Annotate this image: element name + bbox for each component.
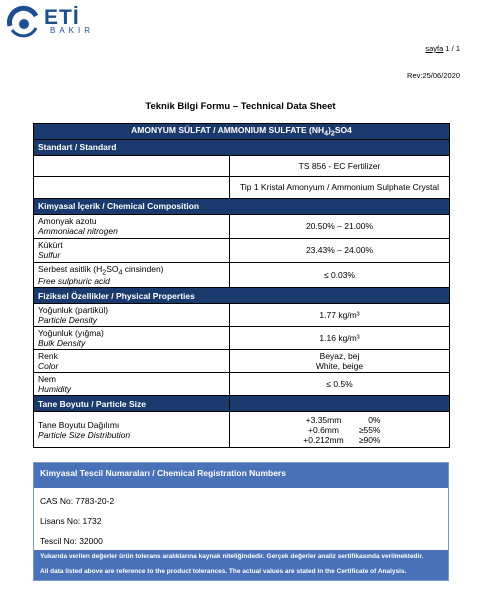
document-title: Teknik Bilgi Formu – Technical Data Sheet (145, 101, 336, 112)
standard-value: Tip 1 Kristal Amonyum / Ammonium Sulphate Crystal (230, 176, 450, 198)
registration-header: Kimyasal Tescil Numaraları / Chemical Registration Numbers (34, 463, 448, 488)
logo-emblem-icon (6, 4, 42, 38)
standard-value: TS 856 - EC Fertilizer (230, 155, 450, 176)
disclaimer-en: All data listed above are reference to the product tolerances. The actual values are stated in the Certificate of Analysis. (40, 567, 407, 575)
registration-list (34, 488, 448, 550)
table-row: Renk Color Beyaz, bej White, beige (34, 350, 450, 373)
disclaimer-note (34, 550, 448, 580)
particle-size-list: +3.35mm 0% +0.6mm ≥55% +0.212mm ≥90% (303, 414, 381, 445)
table-row: Kükürt Sulfur 23.43% – 24.00% (34, 238, 450, 262)
section-header-chemical: Kimyasal İçerik / Chemical Composition (34, 198, 450, 214)
table-row: Yoğunluk (yığma) Bulk Density 1.16 kg/m³ (34, 327, 450, 350)
table-row: Amonyak azotu Ammoniacal nitrogen 20.50% – 21.00% (34, 214, 450, 238)
technical-data-table (33, 123, 450, 448)
section-header-physical: Fiziksel Özellikler / Physical Properties (34, 288, 450, 304)
product-title-row (34, 124, 450, 140)
page-number (425, 44, 460, 53)
table-row (34, 155, 450, 176)
table-row: Nem Humidity ≤ 0.5% (34, 373, 450, 396)
table-row: Tane Boyutu Dağılımı Particle Size Distribution +3.35mm 0% +0.6mm ≥55% +0.212mm ≥90% (34, 412, 450, 448)
logo-subtext: BAKIR (50, 26, 95, 35)
table-row: Serbest asitlik ($H_2SO_4$ cinsinden) Free sulphuric acid ≤ 0.03% (34, 262, 450, 288)
company-logo (6, 4, 106, 38)
cas-number: CAS No: 7783-20-2 (40, 496, 115, 506)
license-number: Lisans No: 1732 (40, 516, 102, 526)
table-row (34, 176, 450, 198)
page-label: sayfa (425, 44, 444, 53)
product-title: AMONYUM SÜLFAT / AMMONIUM SULFATE $(NH_4)_2SO4$ (34, 124, 450, 140)
registration-box (33, 462, 449, 581)
table-row: Yoğunluk (partikül) Particle Density 1.77 kg/m³ (34, 304, 450, 327)
logo-text: ETİ (44, 6, 80, 29)
section-header-particle: Tane Boyutu / Particle Size (34, 396, 450, 412)
registration-number: Tescil No: 32000 (40, 536, 103, 546)
disclaimer-tr: Yukarıda verilen değerler ürün tolerans aralıklarına kaynak niteliğindedir. Gerçek değerler analiz sertifikasında verilmektedir. (40, 553, 424, 560)
page-value: 1 / 1 (443, 44, 460, 53)
section-header-standard: Standart / Standard (34, 139, 450, 155)
revision-date: Rev:25/06/2020 (407, 71, 460, 80)
